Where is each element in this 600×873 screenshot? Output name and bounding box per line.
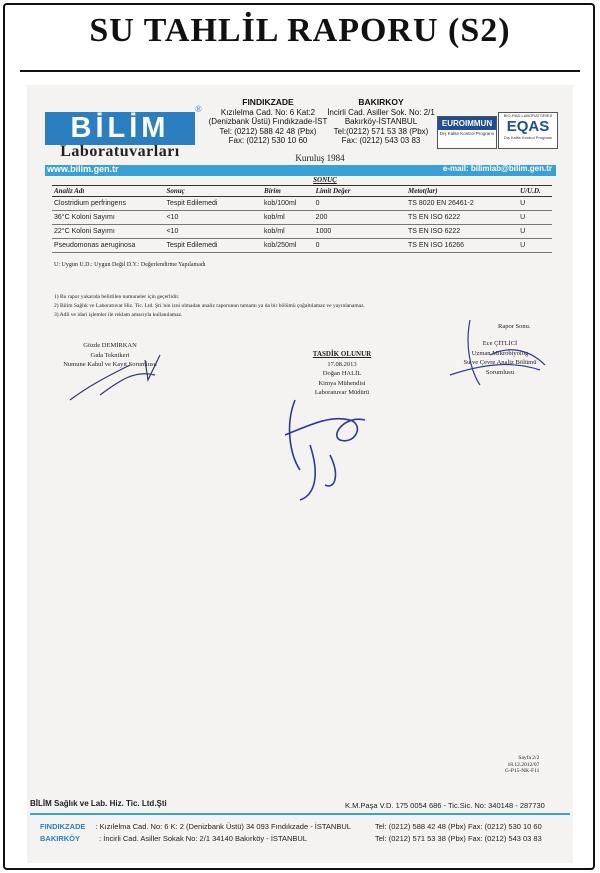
title-divider [20, 70, 580, 72]
report-notes [54, 293, 365, 320]
approval-date: 17.08.2013 [327, 360, 357, 368]
branch-tel: Tel: (0212) 588 42 48 (Pbx) [219, 126, 317, 136]
note-item: 3) Adli ve idari işlemler ile reklam amacıyla kullanılamaz. [54, 312, 183, 318]
page-title: SU TAHLİL RAPORU (S2) [89, 12, 511, 49]
signer-name: Doğan HALİL [322, 370, 362, 377]
analysis-limit: 1000 [314, 225, 406, 239]
signer-role: Laboratuvar Müdürü [314, 389, 370, 396]
analysis-result: Tespit Edilemedi [165, 239, 263, 253]
analysis-name: 36°C Koloni Sayımı [52, 211, 165, 225]
footer-branch-label: FINDIKZADE [40, 822, 86, 831]
email-address: e-mail: bilimlab@bilim.gen.tr [442, 164, 552, 173]
footer-bakirkoy [40, 834, 307, 843]
column-header: U/U.D. [518, 186, 552, 197]
analysis-result: <10 [165, 225, 263, 239]
signer-name: Ece ÇİTLİCİ [482, 340, 518, 347]
table-row [52, 239, 552, 253]
analysis-unit: kob/100ml [262, 197, 314, 211]
analysis-limit: 0 [314, 197, 406, 211]
page-reference [505, 755, 539, 775]
signer-role: Sorumlusu [485, 368, 515, 376]
signature-scribble-right [440, 315, 560, 395]
tax-info: K.M.Paşa V.D. 175 0054 686 - Tic.Sic. No: 340148 - 287730 [345, 801, 545, 810]
analysis-method: TS EN ISO 6222 [406, 225, 518, 239]
signer-title: Kimya Mühendisi [318, 379, 366, 387]
website-link: www.bilim.gen.tr [47, 164, 119, 174]
report-end: Rapor Sonu. [498, 323, 531, 330]
branch-name: FINDIKZADE [242, 97, 294, 107]
branch-fax: Fax: (0212) 530 10 60 [228, 136, 308, 145]
column-header: Sonuç [165, 186, 263, 197]
analysis-unit: kob/250ml [262, 239, 314, 253]
column-header: Birim [262, 186, 314, 197]
analysis-status: U [518, 211, 552, 225]
registered-mark: ® [195, 104, 202, 114]
analysis-name: Pseudomonas aeruginosa [52, 239, 165, 253]
euroimmun-badge [437, 116, 497, 149]
table-row [52, 225, 552, 239]
revision-date: 18.12.2012/07 [507, 761, 540, 768]
branch-name: BAKIRKOY [358, 97, 404, 107]
signer-role: Su ve Çevre Analiz Bölümü [463, 359, 537, 366]
branch-line: İncirli Cad. Asiller Sok. No: 2/1 [327, 107, 435, 117]
branch-line: Kızılelma Cad. No: 6 Kat:2 [220, 107, 316, 117]
signer-role: Numune Kabul ve Kayıt Sorumlusu [63, 361, 157, 368]
analysis-result: <10 [165, 211, 263, 225]
signer-title: Uzman Mikrobiyolog [471, 349, 529, 357]
results-heading: SONUÇ [313, 176, 337, 184]
approval-title: TASDİK OLUNUR [312, 350, 372, 358]
analysis-status: U [518, 239, 552, 253]
founded-year: Kuruluş 1984 [295, 153, 345, 163]
note-item: 1) Bu rapor yukarıda belirtilen numuneler için geçerlidir. [54, 294, 180, 300]
footer-branch-label: BAKIRKÖY [40, 834, 81, 843]
logo-subtitle: Laboratuvarları [60, 143, 180, 160]
euroimmun-label: EUROIMMUN [438, 117, 496, 130]
signature-scribble-left [60, 345, 170, 415]
branch-findikzade [208, 98, 328, 146]
signature-scribble-center [270, 385, 400, 510]
analysis-method: TS EN ISO 16266 [406, 239, 518, 253]
analysis-limit: 200 [314, 211, 406, 225]
analysis-unit: kob/ml [262, 225, 314, 239]
analysis-status: U [518, 225, 552, 239]
form-code: G-P15-NK-F11 [505, 768, 540, 774]
analysis-result: Tespit Edilemedi [165, 197, 263, 211]
result-legend: U: Uygun U.D.: Uygun Değil D.Y.: Değerlendirme Yapılamadı [54, 262, 206, 268]
branch-tel: Tel:(0212) 571 53 38 (Pbx) [333, 126, 429, 136]
analysis-method: TS 8020 EN 26461-2 [406, 197, 518, 211]
page-number: Sayfa 2/2 [518, 755, 540, 761]
bilim-logo: BİLİM [45, 112, 195, 145]
analysis-name: 22°C Koloni Sayımı [52, 225, 165, 239]
analysis-unit: kob/ml [262, 211, 314, 225]
column-header: Limit Değer [314, 186, 406, 197]
eqas-top: BIO-RAD LABORATORIES [503, 113, 553, 118]
footer-address: : Kızılelma Cad. No: 6 K: 2 (Denizbank Üstü) 34 093 Fındıkzade - İSTANBUL [95, 822, 351, 831]
column-header: Analiz Adı [52, 186, 165, 197]
table-row [52, 211, 552, 225]
results-table [52, 185, 552, 253]
table-row [52, 197, 552, 211]
footer-findikzade-phone: Tel: (0212) 588 42 48 (Pbx) Fax: (0212) 530 10 60 [375, 822, 542, 831]
footer-address: : İncirli Cad. Asiller Sokak No: 2/1 34140 Bakırköy - İSTANBUL [99, 834, 307, 843]
eqas-badge [498, 112, 558, 149]
analysis-limit: 0 [314, 239, 406, 253]
analysis-status: U [518, 197, 552, 211]
company-name: BİLİM Sağlık ve Lab. Hiz. Tic. Ltd.Şti [30, 799, 167, 808]
branch-line: Bakırköy-İSTANBUL [344, 117, 418, 126]
column-header: Metot(lar) [406, 186, 518, 197]
analysis-name: Clostridium perfringens [52, 197, 165, 211]
branch-fax: Fax: (0212) 543 03 83 [341, 136, 421, 145]
signer-name: Gözde DEMİRKAN [83, 342, 137, 349]
euroimmun-sub: Dış Kalite Kontrol Programı [439, 131, 495, 136]
footer-bakirkoy-phone: Tel: (0212) 571 53 38 (Pbx) Fax: (0212) 543 03 83 [375, 834, 542, 843]
table-header-row [52, 186, 552, 197]
footer-findikzade [40, 822, 351, 831]
note-item: 2) Bilim Sağlık ve Laboratuvar Hiz. Tic. Ltd. Şti.'nin izni olmadan analiz raporunun tamamı ya da bir bölümü çoğaltılamaz ve yayınlanamaz. [54, 303, 365, 309]
branch-line: (Denizbank Üstü) Fındıkzade-İST [208, 117, 328, 126]
signer-title: Gıda Teknikeri [90, 351, 130, 359]
branch-bakirkoy [326, 98, 436, 146]
eqas-label: EQAS [506, 118, 550, 135]
web-bar [45, 165, 556, 176]
eqas-sub: Dış Kalite Kontrol Programı [503, 135, 553, 140]
analysis-method: TS EN ISO 6222 [406, 211, 518, 225]
footer-divider [30, 813, 570, 815]
